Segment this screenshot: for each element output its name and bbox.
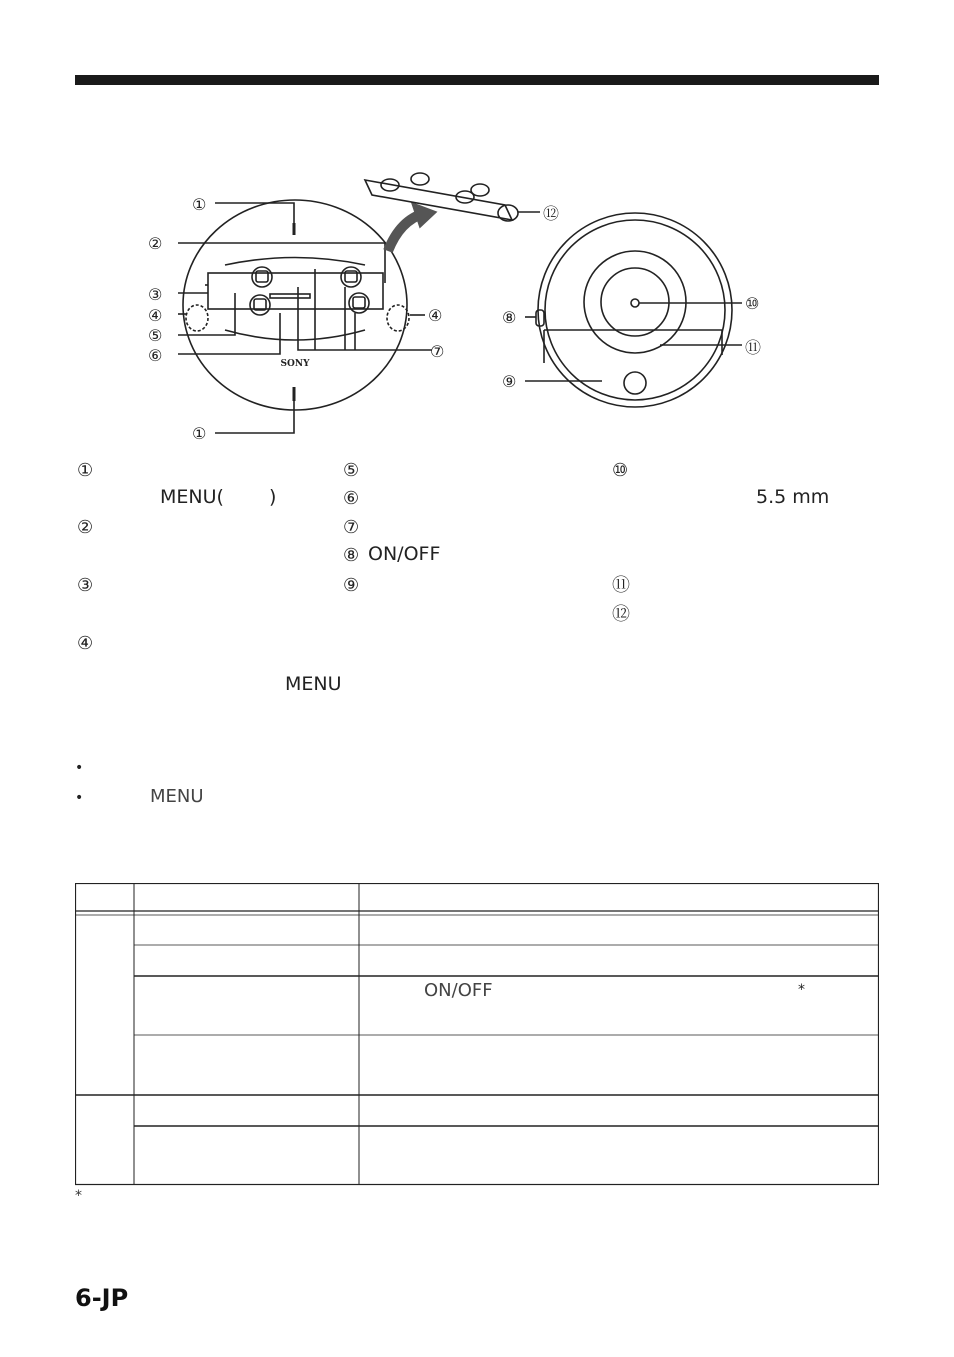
callout-1-top: ① [192,195,207,214]
legend-marker-2: ② [77,517,94,538]
table-asterisk: * [798,982,805,998]
bullet-2: • [75,790,84,806]
callout-9: ⑨ [502,372,517,391]
legend-marker-11: ⑪ [612,575,630,596]
callout-5: ⑤ [148,326,163,345]
body-menu-text: MENU [285,673,342,695]
page-number: 6-JP [75,1284,129,1312]
callout-10: ⑩ [745,294,760,313]
brand-logo: SONY [280,359,310,369]
legend-marker-6: ⑥ [343,488,360,509]
table-onoff-text: ON/OFF [424,980,493,1001]
callout-1-bottom: ① [192,424,207,443]
legend-marker-5: ⑤ [343,460,360,481]
bullet-menu-text: MENU [150,786,204,807]
legend-marker-3: ③ [77,575,94,596]
legend-marker-10: ⑩ [612,460,629,481]
callout-6: ⑥ [148,346,163,365]
legend-marker-12: ⑫ [612,604,630,625]
bullet-1: • [75,760,84,776]
callout-11: ⑪ [745,338,762,357]
callout-8: ⑧ [502,308,517,327]
callout-2: ② [148,234,163,253]
legend-marker-9: ⑨ [343,575,360,596]
legend-menu-label: MENU( [160,486,224,508]
spec-table [75,883,879,1186]
footnote-mark: * [75,1188,82,1204]
legend-menu-close: ) [269,486,277,508]
legend-size-value: 5.5 mm [756,486,830,508]
callout-12: ⑫ [543,204,560,223]
callout-4-left: ④ [148,306,163,325]
device-diagram [140,165,790,450]
legend-onoff-label: ON/OFF [368,543,441,565]
legend-marker-7: ⑦ [343,517,360,538]
legend-marker-1: ① [77,460,94,481]
legend-marker-8: ⑧ [343,545,360,566]
legend-marker-4: ④ [77,633,94,654]
callout-7: ⑦ [430,342,445,361]
callout-3: ③ [148,285,163,304]
top-rule [75,75,879,85]
callout-4-right: ④ [428,306,443,325]
